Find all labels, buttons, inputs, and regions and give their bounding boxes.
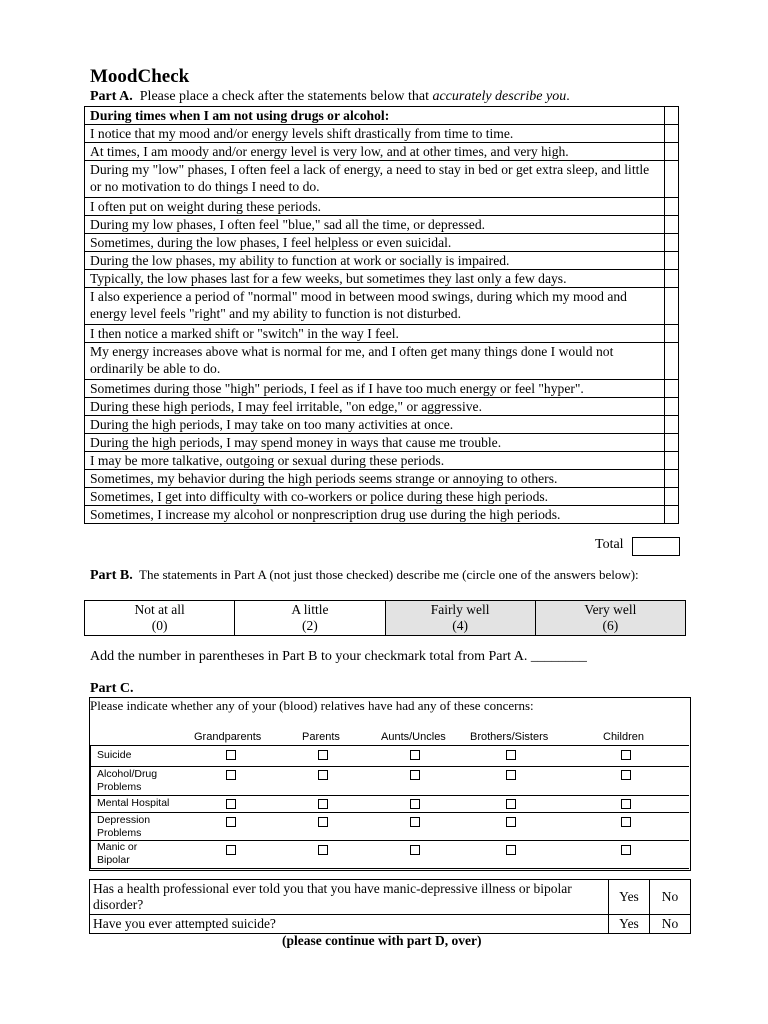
statement-row bbox=[85, 143, 679, 161]
statement-check-cell[interactable] bbox=[665, 125, 679, 143]
statement-row bbox=[85, 434, 679, 452]
part-c-label: Part C. bbox=[90, 681, 134, 696]
row-divider bbox=[90, 745, 689, 746]
statement-text: Sometimes, I get into difficulty with co-workers or police during these high periods. bbox=[85, 488, 665, 506]
relative-checkbox[interactable] bbox=[318, 799, 328, 809]
statement-check-cell[interactable] bbox=[665, 161, 679, 198]
part-a-header: During times when I am not using drugs or alcohol: bbox=[85, 107, 665, 125]
statement-text: During my low phases, I often feel "blue," sad all the time, or depressed. bbox=[85, 216, 665, 234]
relative-checkbox[interactable] bbox=[226, 817, 236, 827]
statement-row bbox=[85, 125, 679, 143]
statement-row bbox=[85, 198, 679, 216]
part-b-add-instruction: Add the number in parentheses in Part B to your checkmark total from Part A. ________ bbox=[90, 649, 587, 664]
relative-checkbox[interactable] bbox=[621, 845, 631, 855]
option-label: Fairly well bbox=[430, 602, 490, 617]
statement-text: During the high periods, I may take on too many activities at once. bbox=[85, 416, 665, 434]
part-a-intro-end: . bbox=[566, 89, 570, 104]
statement-text: During these high periods, I may feel irritable, "on edge," or aggressive. bbox=[85, 398, 665, 416]
relative-checkbox[interactable] bbox=[226, 845, 236, 855]
statement-row bbox=[85, 270, 679, 288]
column-brothers-sisters: Brothers/Sisters bbox=[470, 731, 549, 743]
part-a-label: Part A. bbox=[90, 89, 133, 104]
column-parents: Parents bbox=[302, 731, 340, 743]
row-label-alcohol-drug: Alcohol/Drug Problems bbox=[97, 768, 158, 793]
statement-check-cell[interactable] bbox=[665, 506, 679, 524]
relative-checkbox[interactable] bbox=[410, 750, 420, 760]
statement-check-cell[interactable] bbox=[665, 198, 679, 216]
statement-check-cell[interactable] bbox=[665, 470, 679, 488]
question-attempted-suicide: Have you ever attempted suicide? bbox=[90, 915, 609, 934]
row-label-mental-hospital: Mental Hospital bbox=[97, 797, 170, 809]
part-b-options bbox=[84, 600, 686, 636]
part-b-intro bbox=[90, 567, 639, 584]
relative-checkbox[interactable] bbox=[506, 845, 516, 855]
row-divider bbox=[90, 766, 689, 767]
relative-checkbox[interactable] bbox=[621, 750, 631, 760]
statement-text: I may be more talkative, outgoing or sexual during these periods. bbox=[85, 452, 665, 470]
row-divider bbox=[90, 795, 689, 796]
statement-row bbox=[85, 288, 679, 325]
part-a-intro bbox=[90, 89, 570, 105]
relative-checkbox[interactable] bbox=[410, 770, 420, 780]
statement-text: At times, I am moody and/or energy level is very low, and at other times, and very high. bbox=[85, 143, 665, 161]
continue-note: (please continue with part D, over) bbox=[282, 933, 482, 948]
option-label: Not at all bbox=[134, 602, 185, 617]
row-label-depression: Depression Problems bbox=[97, 814, 151, 839]
statement-row bbox=[85, 452, 679, 470]
option-not-at-all[interactable] bbox=[85, 601, 235, 636]
statement-row bbox=[85, 161, 679, 198]
statement-check-cell[interactable] bbox=[665, 452, 679, 470]
relative-checkbox[interactable] bbox=[621, 817, 631, 827]
option-value: (6) bbox=[602, 618, 619, 633]
statement-text: Sometimes, I increase my alcohol or nonprescription drug use during the high periods. bbox=[85, 506, 665, 524]
relative-checkbox[interactable] bbox=[318, 770, 328, 780]
statement-row bbox=[85, 506, 679, 524]
statement-text: Sometimes, my behavior during the high periods seems strange or annoying to others. bbox=[85, 470, 665, 488]
statement-text: During the low phases, my ability to function at work or socially is impaired. bbox=[85, 252, 665, 270]
row-label-suicide: Suicide bbox=[97, 749, 132, 761]
option-label: Very well bbox=[584, 602, 637, 617]
relative-checkbox[interactable] bbox=[226, 799, 236, 809]
relative-checkbox[interactable] bbox=[506, 817, 516, 827]
statement-row bbox=[85, 380, 679, 398]
questions-table bbox=[89, 879, 691, 934]
relative-checkbox[interactable] bbox=[410, 799, 420, 809]
statement-check-cell[interactable] bbox=[665, 216, 679, 234]
relative-checkbox[interactable] bbox=[410, 817, 420, 827]
part-b-intro-text: The statements in Part A (not just those checked) describe me (circle one of the answers below): bbox=[139, 567, 639, 582]
relative-checkbox[interactable] bbox=[506, 799, 516, 809]
answer-yes[interactable]: Yes bbox=[609, 915, 650, 934]
statement-row bbox=[85, 252, 679, 270]
total-label: Total bbox=[595, 537, 624, 552]
statement-check-cell[interactable] bbox=[665, 434, 679, 452]
part-c-left-border bbox=[90, 745, 91, 868]
statement-check-cell[interactable] bbox=[665, 325, 679, 343]
option-fairly-well[interactable] bbox=[385, 601, 535, 636]
statement-text: During the high periods, I may spend money in ways that cause me trouble. bbox=[85, 434, 665, 452]
statement-row bbox=[85, 470, 679, 488]
statement-text: During my "low" phases, I often feel a lack of energy, a need to stay in bed or get extra sleep, and little or no motivation to do things I need to do. bbox=[85, 161, 665, 198]
statement-check-cell[interactable] bbox=[665, 252, 679, 270]
part-c-box bbox=[89, 697, 691, 871]
statement-row bbox=[85, 216, 679, 234]
part-a-table bbox=[84, 106, 679, 524]
statement-text: I notice that my mood and/or energy levels shift drastically from time to time. bbox=[85, 125, 665, 143]
option-value: (0) bbox=[151, 618, 168, 633]
part-b-label: Part B. bbox=[90, 568, 133, 583]
answer-yes[interactable]: Yes bbox=[609, 880, 650, 915]
relative-checkbox[interactable] bbox=[410, 845, 420, 855]
statement-check-cell[interactable] bbox=[665, 380, 679, 398]
option-value: (4) bbox=[452, 618, 468, 633]
statement-text: I then notice a marked shift or "switch" in the way I feel. bbox=[85, 325, 665, 343]
answer-no[interactable]: No bbox=[650, 915, 691, 934]
statement-text: My energy increases above what is normal for me, and I often get many things done I would not ordinarily be able to do. bbox=[85, 343, 665, 380]
statement-row bbox=[85, 398, 679, 416]
statement-row bbox=[85, 416, 679, 434]
relative-checkbox[interactable] bbox=[506, 750, 516, 760]
statement-row bbox=[85, 325, 679, 343]
statement-check-cell[interactable] bbox=[665, 288, 679, 325]
question-bipolar-diagnosis: Has a health professional ever told you that you have manic-depressive illness or bipolar disorder? bbox=[90, 880, 609, 915]
part-a-header-check-cell bbox=[665, 107, 679, 125]
statement-row bbox=[85, 488, 679, 506]
relative-checkbox[interactable] bbox=[226, 750, 236, 760]
relative-checkbox[interactable] bbox=[318, 817, 328, 827]
row-label-manic-bipolar: Manic or Bipolar bbox=[97, 841, 138, 866]
relative-checkbox[interactable] bbox=[318, 750, 328, 760]
statement-check-cell[interactable] bbox=[665, 398, 679, 416]
statement-row bbox=[85, 343, 679, 380]
option-label: A little bbox=[291, 602, 329, 617]
row-divider bbox=[90, 812, 689, 813]
statement-text: Sometimes, during the low phases, I feel helpless or even suicidal. bbox=[85, 234, 665, 252]
row-divider bbox=[90, 868, 689, 869]
statement-text: I often put on weight during these periods. bbox=[85, 198, 665, 216]
statement-text: I also experience a period of "normal" mood in between mood swings, during which my mood and energy level feels "right" and my ability to function is not disturbed. bbox=[85, 288, 665, 325]
relative-checkbox[interactable] bbox=[318, 845, 328, 855]
relative-checkbox[interactable] bbox=[226, 770, 236, 780]
part-c-instruction: Please indicate whether any of your (blood) relatives have had any of these concerns: bbox=[90, 698, 534, 713]
option-very-well[interactable] bbox=[535, 601, 685, 636]
statement-text: Sometimes during those "high" periods, I feel as if I have too much energy or feel "hyper". bbox=[85, 380, 665, 398]
statement-check-cell[interactable] bbox=[665, 488, 679, 506]
statement-row bbox=[85, 234, 679, 252]
relative-checkbox[interactable] bbox=[621, 799, 631, 809]
statement-check-cell[interactable] bbox=[665, 270, 679, 288]
total-field[interactable] bbox=[632, 537, 680, 556]
column-aunts-uncles: Aunts/Uncles bbox=[381, 731, 446, 743]
column-children: Children bbox=[603, 731, 644, 743]
form-title: MoodCheck bbox=[90, 66, 190, 87]
option-a-little[interactable] bbox=[235, 601, 385, 636]
relative-checkbox[interactable] bbox=[506, 770, 516, 780]
statement-text: Typically, the low phases last for a few weeks, but sometimes they last only a few days. bbox=[85, 270, 665, 288]
statement-check-cell[interactable] bbox=[665, 343, 679, 380]
statement-check-cell[interactable] bbox=[665, 416, 679, 434]
part-a-intro-italic: accurately describe you bbox=[432, 89, 567, 104]
row-divider bbox=[90, 840, 689, 841]
part-a-intro-text: Please place a check after the statements below that bbox=[139, 89, 429, 104]
statement-check-cell[interactable] bbox=[665, 143, 679, 161]
option-value: (2) bbox=[302, 618, 318, 633]
answer-no[interactable]: No bbox=[650, 880, 691, 915]
statement-check-cell[interactable] bbox=[665, 234, 679, 252]
relative-checkbox[interactable] bbox=[621, 770, 631, 780]
column-grandparents: Grandparents bbox=[194, 731, 262, 743]
